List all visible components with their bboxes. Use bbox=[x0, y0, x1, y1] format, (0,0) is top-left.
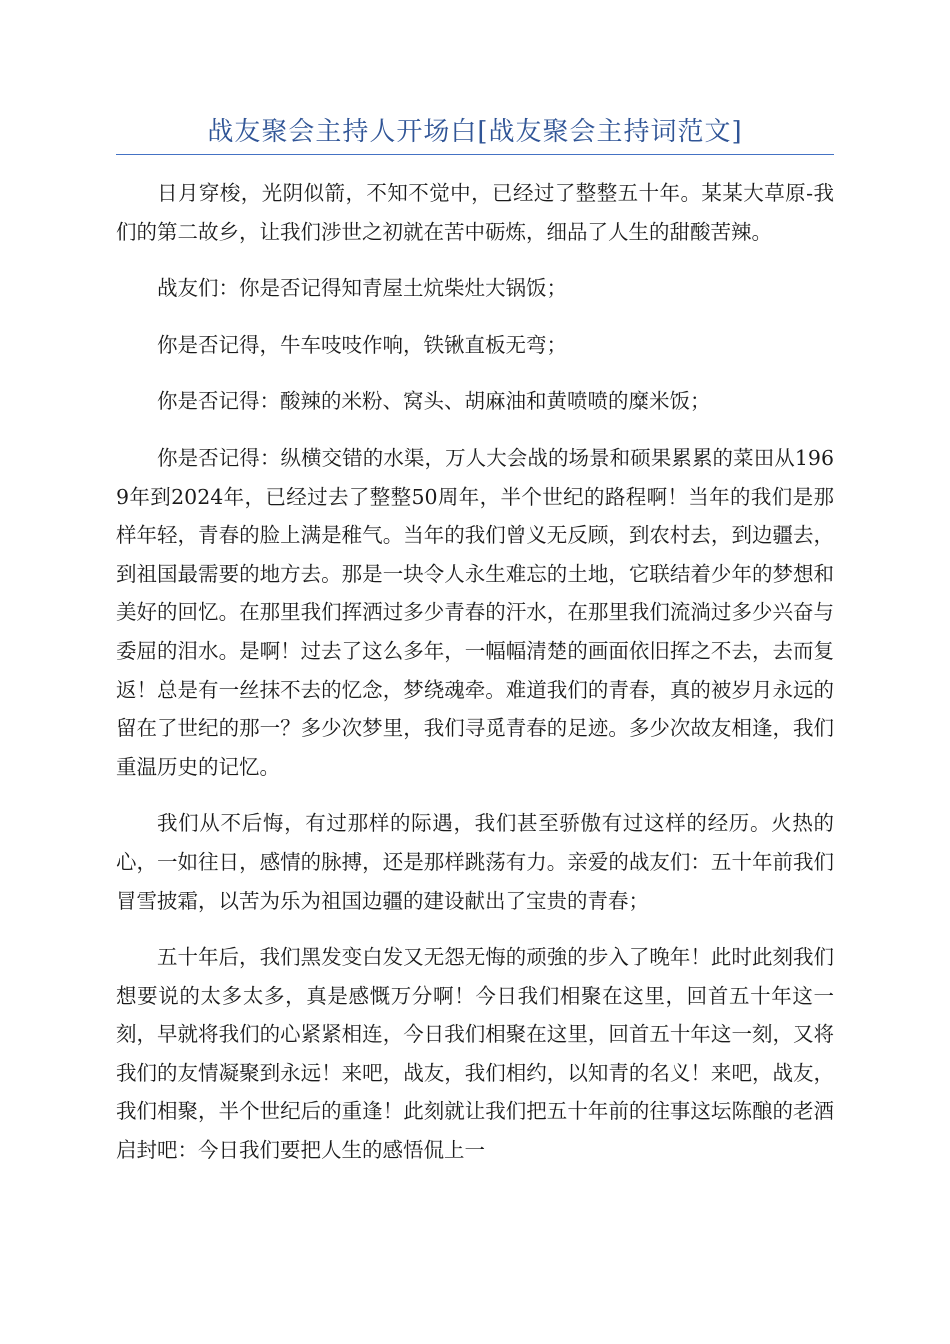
document-title: 战友聚会主持人开场白[战友聚会主持词范文] bbox=[207, 117, 743, 147]
paragraph-5: 你是否记得：纵横交错的水渠，万人大会战的场景和硕果累累的菜田从1969年到2024年，已经过去了整整50周年，半个世纪的路程啊！当年的我们是那样年轻，青春的脸上满是稚气。当年的我们曾义无反顾，到农村去，到边疆去，到祖国最需要的地方去。那是一块令人永生难忘的土地，它联结着少年的梦想和美好的回忆。在那里我们挥洒过多少青春的汗水，在那里我们流淌过多少兴奋与委屈的泪水。是啊！过去了这么多年，一幅幅清楚的画面依旧挥之不去，去而复返！总是有一丝抹不去的忆念，梦绕魂牵。难道我们的青春，真的被岁月永远的留在了世纪的那一？多少次梦里，我们寻觅青春的足迹。多少次故友相逢，我们重温历史的记忆。 bbox=[116, 445, 834, 779]
paragraph-7: 五十年后，我们黑发变白发又无怨无悔的顽強的步入了晚年！此时此刻我们想要说的太多太多，真是感慨万分啊！今日我们相聚在这里，回首五十年这一刻，早就将我们的心紧紧相连，今日我们相聚在这里，回首五十年这一刻，又将我们的友情凝聚到永远！来吧，战友，我们相约，以知青的名义！来吧，战友，我们相聚，半个世纪后的重逢！此刻就让我们把五十年前的往事这坛陈酿的老酒启封吧：今日我们要把人生的感悟侃上一 bbox=[116, 945, 834, 1163]
title-underline bbox=[116, 154, 834, 155]
paragraph-6: 我们从不后悔，有过那样的际遇，我们甚至骄傲有过这样的经历。火热的心，一如往日，感情的脉搏，还是那样跳荡有力。亲爱的战友们：五十年前我们冒雪披霜，以苦为乐为祖国边疆的建设献出了宝贵的青春； bbox=[116, 811, 834, 913]
paragraph-1: 日月穿梭，光阴似箭，不知不觉中，已经过了整整五十年。某某大草原-我们的第二故乡，让我们涉世之初就在苦中砺炼，细品了人生的甜酸苦辣。 bbox=[116, 181, 834, 244]
document-body bbox=[116, 174, 834, 1188]
paragraph-3: 你是否记得，牛车吱吱作响，铁锹直板无弯； bbox=[157, 332, 567, 357]
paragraph-4: 你是否记得：酸辣的米粉、窝头、胡麻油和黄喷喷的糜米饭； bbox=[157, 389, 711, 414]
paragraph-2: 战友们：你是否记得知青屋土炕柴灶大锅饭； bbox=[157, 276, 567, 301]
